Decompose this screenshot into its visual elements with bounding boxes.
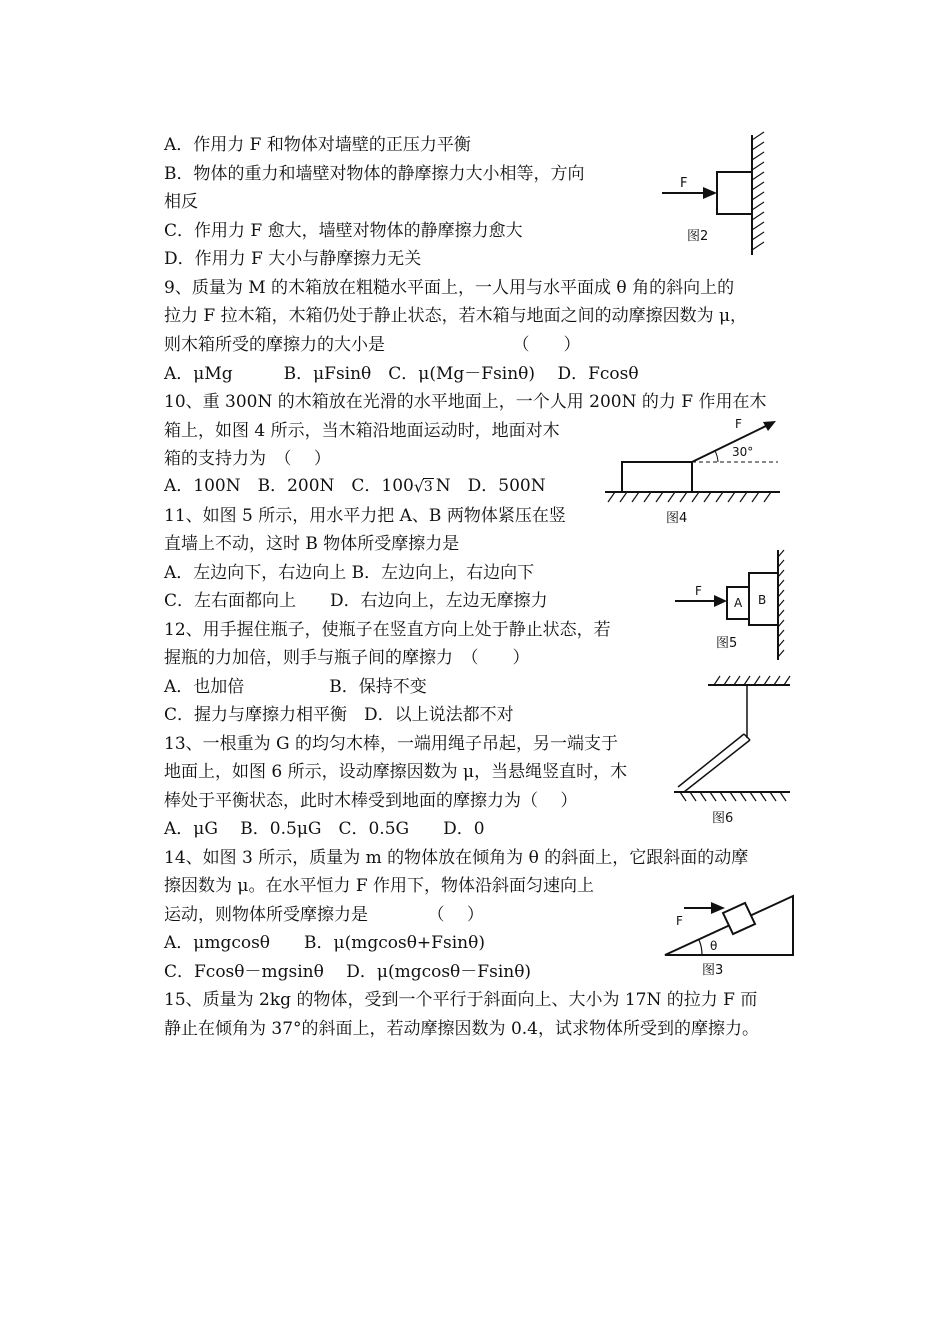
fig5-block-b: B: [758, 593, 767, 607]
q10-stem-3: 箱的支持力为 （ ）: [164, 449, 331, 469]
q10-stem-2: 箱上，如图 4 所示，当木箱沿地面运动时，地面对木: [164, 421, 560, 441]
figure-6: [670, 670, 795, 830]
q11-stem-1: 11、如图 5 所示，用水平力把 A、B 两物体紧压在竖: [164, 506, 566, 526]
fig6-caption: 图6: [712, 811, 734, 826]
fig4-angle-label: 30°: [732, 445, 754, 459]
fig2-caption: 图2: [687, 229, 709, 244]
figure-4: [600, 412, 785, 527]
figure-2: [655, 130, 770, 260]
q10-options: [164, 476, 546, 497]
q13-stem-1: 13、一根重为 G 的均匀木棒，一端用绳子吊起，另一端支于: [164, 734, 619, 754]
q12-options-cd: C．握力与摩擦力相平衡 D．以上说法都不对: [164, 705, 514, 725]
fig5-block-a: A: [734, 596, 743, 610]
q10-options-a: A．100N B．200N C．100: [164, 476, 414, 496]
fig4-caption: 图4: [666, 511, 688, 526]
q8-option-c: C．作用力 F 愈大，墙壁对物体的静摩擦力愈大: [164, 221, 523, 241]
q10-options-rest: N D．500N: [435, 476, 546, 496]
sqrt-symbol: √ 3: [413, 477, 433, 496]
q9-options: A．μMg B．μFsinθ C．μ(Mg－Fsinθ) D．Fcosθ: [164, 364, 639, 384]
q14-stem-1: 14、如图 3 所示，质量为 m 的物体放在倾角为 θ 的斜面上，它跟斜面的动摩: [164, 848, 749, 868]
fig5-caption: 图5: [716, 636, 738, 651]
q8-option-d: D．作用力 F 大小与静摩擦力无关: [164, 249, 422, 269]
q11-options-cd: C．左右面都向上 D．右边向上，左边无摩擦力: [164, 591, 548, 611]
figure-3: [660, 890, 800, 980]
q10-stem-1: 10、重 300N 的木箱放在光滑的水平地面上，一个人用 200N 的力 F 作用在木: [164, 392, 767, 412]
q13-stem-2: 地面上，如图 6 所示，设动摩擦因数为 μ，当悬绳竖直时，木: [164, 762, 628, 782]
q13-stem-3: 棒处于平衡状态，此时木棒受到地面的摩擦力为（ ）: [164, 791, 578, 811]
q14-stem-2: 擦因数为 μ。在水平恒力 F 作用下，物体沿斜面匀速向上: [164, 876, 595, 896]
q13-options: A．μG B．0.5μG C．0.5G D．0: [164, 819, 485, 839]
fig2-force-label: F: [680, 176, 688, 191]
q11-options-ab: A．左边向下，右边向上 B．左边向上，右边向下: [164, 563, 535, 583]
fig3-force-label: F: [676, 914, 683, 928]
q14-options-cd: C．Fcosθ－mgsinθ D．μ(mgcosθ－Fsinθ): [164, 962, 532, 982]
q9-stem-3: 则木箱所受的摩擦力的大小是 （ ）: [164, 335, 581, 355]
fig4-force-label: F: [735, 417, 742, 431]
q12-options-ab: A．也加倍 B．保持不变: [164, 677, 427, 697]
q9-stem-2: 拉力 F 拉木箱，木箱仍处于静止状态，若木箱与地面之间的动摩擦因数为 μ，: [164, 306, 748, 326]
q8-option-b-cont: 相反: [164, 192, 198, 212]
q9-stem-1: 9、质量为 M 的木箱放在粗糙水平面上，一人用与水平面成 θ 角的斜向上的: [164, 278, 735, 298]
q11-stem-2: 直墙上不动，这时 B 物体所受摩擦力是: [164, 534, 460, 554]
q12-stem-2: 握瓶的力加倍，则手与瓶子间的摩擦力 （ ）: [164, 648, 530, 668]
q8-option-b: B．物体的重力和墙壁对物体的静摩擦力大小相等，方向: [164, 164, 585, 184]
q12-stem-1: 12、用手握住瓶子，使瓶子在竖直方向上处于静止状态，若: [164, 620, 611, 640]
fig3-caption: 图3: [702, 963, 724, 978]
q15-stem-2: 静止在倾角为 37°的斜面上，若动摩擦因数为 0.4，试求物体所受到的摩擦力。: [164, 1019, 759, 1039]
q14-options-ab: A．μmgcosθ B．μ(mgcosθ+Fsinθ): [164, 933, 485, 953]
fig3-angle-label: θ: [710, 939, 718, 953]
fig5-force-label: F: [695, 584, 702, 598]
q14-stem-3: 运动，则物体所受摩擦力是 （ ）: [164, 905, 484, 925]
q15-stem-1: 15、质量为 2kg 的物体，受到一个平行于斜面向上、大小为 17N 的拉力 F 而: [164, 990, 758, 1010]
q8-option-a: A．作用力 F 和物体对墙壁的正压力平衡: [164, 135, 471, 155]
sqrt-radicand: 3: [423, 479, 433, 495]
figure-5: [670, 545, 785, 665]
